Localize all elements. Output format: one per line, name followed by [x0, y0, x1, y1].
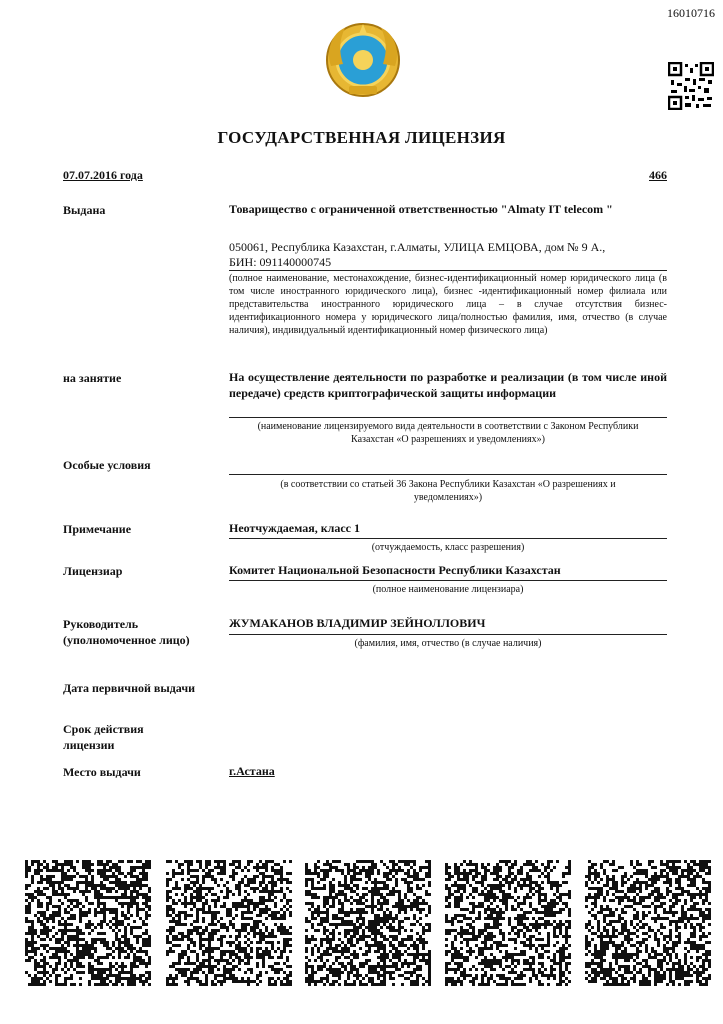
state-emblem-icon: [323, 20, 403, 98]
place-label: Место выдачи: [63, 765, 141, 779]
qr-code-icon: [585, 860, 711, 986]
divider-line: [229, 270, 667, 271]
head-label-line-1: Руководитель: [63, 617, 139, 631]
licensor-value: Комитет Национальной Безопасности Республики Казахстан: [229, 563, 561, 577]
validity-label-line-1: Срок действия: [63, 722, 144, 736]
divider-line: [229, 538, 667, 539]
head-value: ЖУМАКАНОВ ВЛАДИМИР ЗЕЙНОЛЛОВИЧ: [229, 616, 486, 630]
divider-line: [229, 634, 667, 635]
remark-label: Примечание: [63, 522, 132, 536]
qr-code-icon: [25, 860, 151, 986]
license-number: 466: [649, 168, 667, 182]
issue-date: 07.07.2016 года: [63, 168, 143, 182]
divider-line: [229, 417, 667, 418]
licensee-name: Товарищество с ограниченной ответственностью "Almaty IT telecom ": [229, 202, 613, 216]
qr-code-icon: [668, 62, 714, 110]
qr-code-icon: [445, 860, 571, 986]
qr-code-strip: [25, 860, 715, 988]
licensee-address: [229, 240, 667, 270]
remark-note: (отчуждаемость, класс разрешения): [371, 542, 525, 553]
head-note: (фамилия, имя, отчество (в случае наличия): [354, 638, 542, 649]
divider-line: [229, 580, 667, 581]
document-title: ГОСУДАРСТВЕННАЯ ЛИЦЕНЗИЯ: [217, 128, 506, 147]
qr-code-icon: [166, 860, 292, 986]
validity-label: [63, 721, 144, 753]
first-issue-label: Дата первичной выдачи: [63, 681, 196, 695]
validity-label-line-2: лицензии: [63, 738, 115, 752]
licensor-note: (полное наименование лицензиара): [372, 584, 524, 595]
licensee-note: (полное наименование, местонахождение, бизнес-идентификационный номер юридического лица (в том числе иностранного юридического лица), бизнес -идентификационный номер филиала или представительства иностранного юридического лица – в случае отсутствия бизнес-идентификационного номера у юридического лица/полностью фамилия, имя, отчество (в случае наличия), индивидуальный идентификационный номер физического лица): [229, 273, 667, 336]
special-conditions-note: (в соответствии со статьей 36 Закона Республики Казахстан «О разрешениях и уведомлениях»): [280, 479, 616, 503]
qr-code-icon: [305, 860, 431, 986]
head-label-line-2: (уполномоченное лицо): [63, 633, 190, 647]
activity-label: на занятие: [63, 371, 122, 385]
address-line-1: 050061, Республика Казахстан, г.Алматы, УЛИЦА ЕМЦОВА, дом № 9 А.,: [229, 240, 606, 254]
activity-value: На осуществление деятельности по разработке и реализации (в том числе иной передаче) средств криптографической защиты информации: [229, 370, 667, 400]
place-value: г.Астана: [229, 764, 275, 778]
document-number: 16010716: [667, 6, 715, 20]
head-label: [63, 616, 190, 648]
special-conditions-label: Особые условия: [63, 458, 151, 472]
remark-value: Неотчуждаемая, класс 1: [229, 521, 360, 535]
licensor-label: Лицензиар: [63, 564, 123, 578]
address-line-2: БИН: 091140000745: [229, 255, 332, 269]
issued-label: Выдана: [63, 203, 106, 217]
activity-note: (наименование лицензируемого вида деятельности в соответствии с Законом Республики Казахстан «О разрешениях и уведомлениях»): [257, 421, 639, 445]
divider-line: [229, 474, 667, 475]
